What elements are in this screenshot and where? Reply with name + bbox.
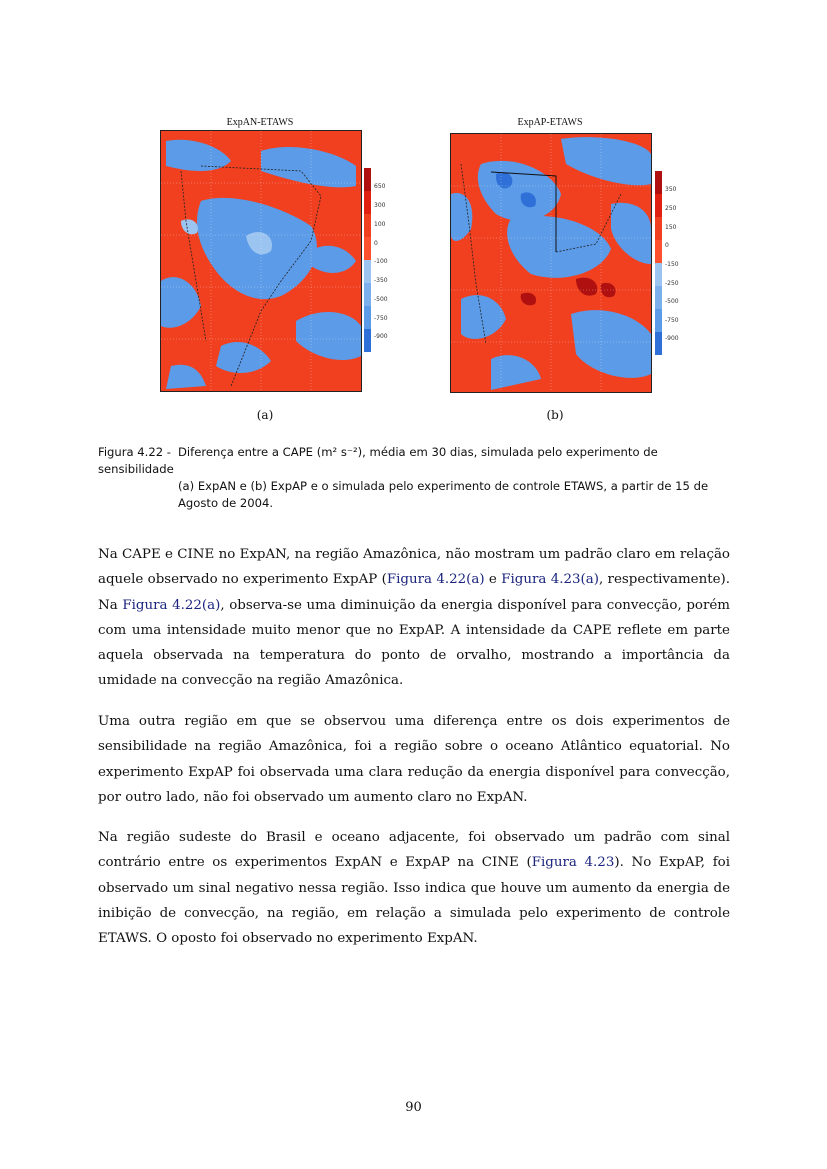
colorbar-label: -350 — [374, 277, 388, 284]
caption-line-2: (a) ExpAN e (b) ExpAP e o simulada pelo experimento de controle ETAWS, a partir de 15 de — [178, 479, 709, 493]
colorbar-label: -750 — [374, 315, 388, 322]
colorbar-label: -150 — [665, 261, 679, 268]
paragraph-text: Na CAPE e CINE no ExpAN, na região Amazônica, não mostram um padrão claro em relação aquele observado no experimento ExpAP ( — [98, 547, 730, 588]
colorbar-label: -750 — [665, 317, 679, 324]
colorbar-label: -500 — [665, 298, 679, 305]
paragraph-3 — [98, 825, 730, 951]
figure-link[interactable]: Figura 4.23(a) — [501, 572, 599, 588]
panel-b-colorbar — [655, 171, 662, 355]
colorbar-label: -900 — [665, 335, 679, 342]
caption-line-1: Diferença entre a CAPE (m² s⁻²), média em 30 dias, simulada pelo experimento de sensibilidade — [98, 445, 658, 476]
colorbar-label: -500 — [374, 296, 388, 303]
colorbar-label: 0 — [665, 242, 669, 249]
figure-caption — [98, 444, 730, 512]
panel-a-colorbar — [364, 168, 371, 352]
panel-b-sublabel: (b) — [546, 408, 564, 422]
caption-line-3: Agosto de 2004. — [178, 496, 274, 510]
paragraph-text: Na região sudeste do Brasil e oceano adjacente, foi observado um padrão com sinal contrário entre os experimentos ExpAN e ExpAP na CINE ( — [98, 830, 730, 871]
figure-link[interactable]: Figura 4.22(a) — [386, 572, 485, 588]
paragraph-text: e — [484, 572, 502, 588]
caption-label: Figura 4.22 - — [98, 445, 171, 459]
paragraph-1 — [98, 542, 730, 694]
colorbar-label: -900 — [374, 333, 388, 340]
colorbar-label: 300 — [374, 202, 386, 209]
colorbar-label: 350 — [665, 186, 677, 193]
colorbar-label: 650 — [374, 183, 386, 190]
figure-link[interactable]: Figura 4.22(a) — [122, 597, 221, 613]
colorbar-label: 250 — [665, 205, 677, 212]
panel-a-map — [160, 130, 362, 392]
panel-a-sublabel: (a) — [256, 408, 274, 422]
paragraph-text: ). No ExpAP, foi observado um sinal negativo nessa região. Isso indica que houve um aumento da energia de inibição de convecção, na região, em relação a simulada pelo experimento de controle ETAWS. O oposto foi observado no experimento ExpAN. — [98, 855, 731, 947]
panel-b-title: ExpAP-ETAWS — [517, 117, 583, 128]
paragraph-text: , observa-se uma diminuição da energia disponível para convecção, porém com uma intensidade muito menor que no ExpAP. A intensidade da CAPE reflete em parte aquela observada na temperatura do ponto de orvalho, mostrando a importância da umidade na convecção na região Amazônica. — [98, 597, 730, 689]
paragraph-2: Uma outra região em que se observou uma diferença entre os dois experimentos de sensibilidade na região Amazônica, foi a região sobre o oceano Atlântico equatorial. No experimento ExpAP foi observada uma clara redução da energia disponível para convecção, por outro lado, não foi observado um aumento claro no ExpAN. — [98, 714, 730, 805]
colorbar-label: 150 — [665, 224, 677, 231]
page-number: 90 — [405, 1100, 422, 1115]
colorbar-label: 0 — [374, 240, 378, 247]
colorbar-label: -100 — [374, 258, 388, 265]
colorbar-label: 100 — [374, 221, 386, 228]
panel-a-title: ExpAN-ETAWS — [226, 117, 294, 128]
panel-b-map — [450, 133, 652, 393]
figure-link[interactable]: Figura 4.23 — [531, 855, 615, 871]
paragraph-text: , respectivamente). Na — [98, 572, 730, 613]
colorbar-label: -250 — [665, 280, 679, 287]
